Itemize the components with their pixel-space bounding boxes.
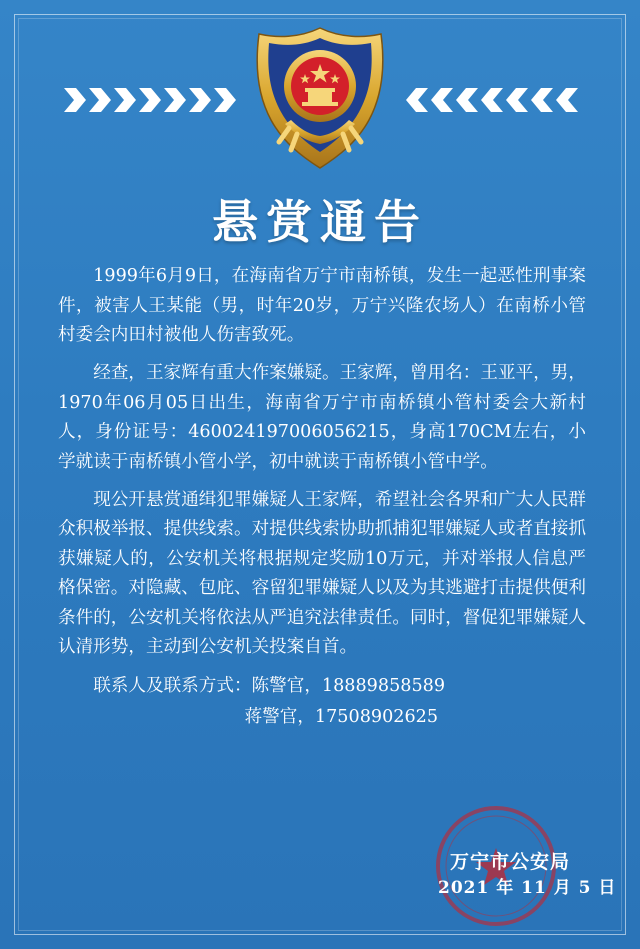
contact-info [58,671,586,733]
contact-line-1: 联系人及联系方式：陈警官，18889858589 [93,676,446,696]
right-chevron-arrows-icon [406,86,582,114]
paragraph-suspect: 经查，王家辉有重大作案嫌疑。王家辉，曾用名：王亚平，男，1970年06月05日出生，海南省万宁市南桥镇小管村委会大新村人，身份证号：460024197006056215，身高170CM左右，小学就读于南桥镇小管小学，初中就读于南桥镇小管中学。 [58,363,586,472]
issuing-authority: 万宁市公安局 [450,851,571,873]
issue-date: 2021 年 11 月 5 日 [438,878,617,898]
page-title: 悬赏通告 [212,195,428,249]
left-chevron-arrows-icon [60,86,236,114]
notice-body [58,262,586,733]
paragraph-case: 1999年6月9日，在海南省万宁市南桥镇，发生一起恶性刑事案件，被害人王某能（男，时年20岁，万宁兴隆农场人）在南桥小管村委会内田村被他人伤害致死。 [58,266,586,345]
police-badge-icon [249,24,391,174]
contact-line-2: 蒋警官，17508902625 [244,707,439,727]
paragraph-reward: 现公开悬赏通缉犯罪嫌疑人王家辉，希望社会各界和广大人民群众积极举报、提供线索。对提供线索协助抓捕犯罪嫌疑人或者直接抓获嫌疑人的，公安机关将根据规定奖励10万元，并对举报人信息严格保密。对隐藏、包庇、容留犯罪嫌疑人以及为其逃避打击提供便利条件的，公安机关将依法从严追究法律责任。同时，督促犯罪嫌疑人认清形势，主动到公安机关投案自首。 [58,489,586,657]
